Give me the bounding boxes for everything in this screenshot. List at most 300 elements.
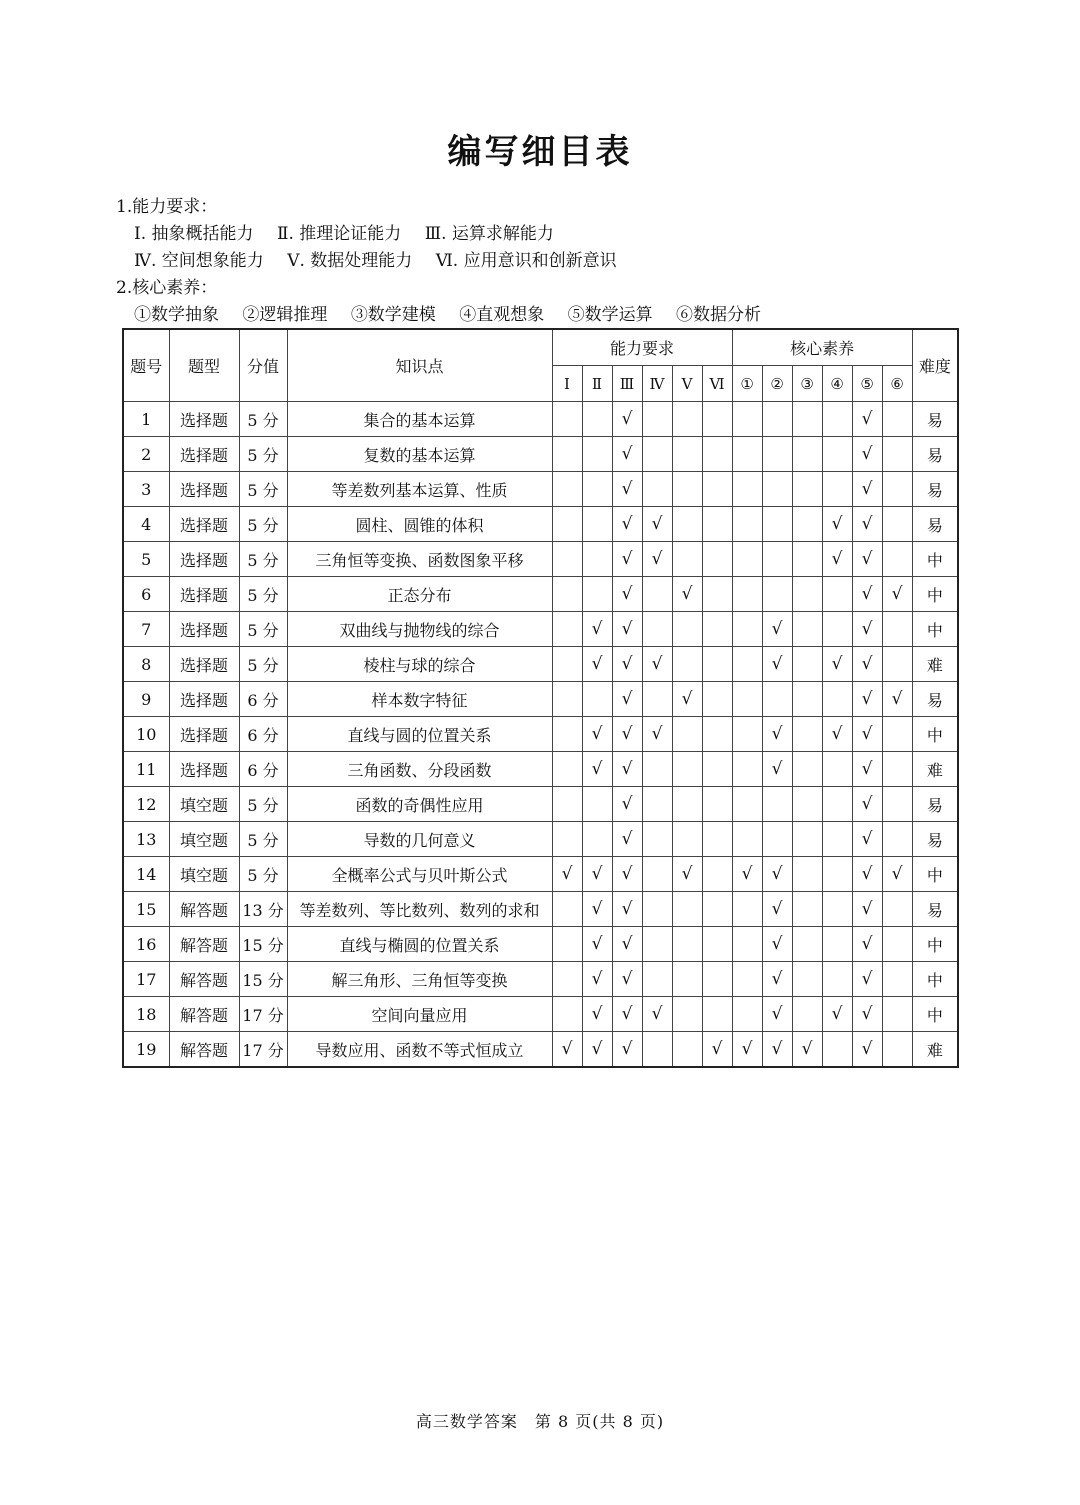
cell-num: 1 bbox=[123, 402, 169, 437]
literacy-cell bbox=[882, 507, 912, 542]
header-literacy-col: ① bbox=[732, 366, 762, 402]
literacy-cell bbox=[732, 717, 762, 752]
ability-check-mark: √ bbox=[582, 962, 612, 997]
cell-difficulty: 中 bbox=[912, 927, 958, 962]
cell-type: 填空题 bbox=[169, 787, 239, 822]
header-ability-col: Ⅱ bbox=[582, 366, 612, 402]
literacy-cell bbox=[822, 402, 852, 437]
ability-check-mark: √ bbox=[612, 402, 642, 437]
literacy-item: ⑤数学运算 bbox=[567, 305, 653, 325]
cell-num: 16 bbox=[123, 927, 169, 962]
ability-cell bbox=[582, 822, 612, 857]
literacy-cell bbox=[732, 472, 762, 507]
ability-item: Ⅱ. 推理论证能力 bbox=[276, 224, 402, 244]
ability-cell bbox=[702, 752, 732, 787]
literacy-check-mark: √ bbox=[762, 717, 792, 752]
header-ability-col: Ⅳ bbox=[642, 366, 672, 402]
ability-cell bbox=[642, 962, 672, 997]
ability-check-mark: √ bbox=[642, 997, 672, 1032]
ability-cell bbox=[552, 962, 582, 997]
literacy-cell bbox=[822, 787, 852, 822]
header-ability-group: 能力要求 bbox=[552, 329, 732, 366]
ability-check-mark: √ bbox=[582, 1032, 612, 1068]
cell-score: 13 分 bbox=[239, 892, 287, 927]
cell-difficulty: 中 bbox=[912, 577, 958, 612]
ability-cell bbox=[642, 892, 672, 927]
literacy-item: ④直观想象 bbox=[459, 305, 545, 325]
cell-score: 5 分 bbox=[239, 472, 287, 507]
ability-cell bbox=[672, 962, 702, 997]
cell-type: 选择题 bbox=[169, 717, 239, 752]
cell-score: 6 分 bbox=[239, 682, 287, 717]
ability-cell bbox=[582, 682, 612, 717]
header-literacy-col: ⑥ bbox=[882, 366, 912, 402]
literacy-check-mark: √ bbox=[822, 507, 852, 542]
ability-check-mark: √ bbox=[612, 962, 642, 997]
cell-difficulty: 中 bbox=[912, 997, 958, 1032]
cell-difficulty: 难 bbox=[912, 752, 958, 787]
cell-score: 5 分 bbox=[239, 787, 287, 822]
cell-num: 19 bbox=[123, 1032, 169, 1068]
ability-cell bbox=[552, 437, 582, 472]
ability-cell bbox=[702, 507, 732, 542]
literacy-check-mark: √ bbox=[852, 717, 882, 752]
literacy-cell bbox=[822, 472, 852, 507]
document-title: 编写细目表 bbox=[447, 132, 633, 172]
ability-cell bbox=[672, 892, 702, 927]
table-row bbox=[123, 612, 958, 647]
literacy-cell bbox=[762, 682, 792, 717]
header-literacy-col: ⑤ bbox=[852, 366, 882, 402]
ability-check-mark: √ bbox=[582, 997, 612, 1032]
literacy-cell bbox=[882, 752, 912, 787]
header-ability-col: Ⅰ bbox=[552, 366, 582, 402]
header-difficulty: 难度 bbox=[912, 329, 958, 402]
table-row bbox=[123, 647, 958, 682]
cell-num: 11 bbox=[123, 752, 169, 787]
literacy-cell bbox=[792, 437, 822, 472]
cell-num: 17 bbox=[123, 962, 169, 997]
ability-check-mark: √ bbox=[642, 717, 672, 752]
cell-topic: 复数的基本运算 bbox=[287, 437, 552, 472]
cell-num: 8 bbox=[123, 647, 169, 682]
literacy-check-mark: √ bbox=[732, 1032, 762, 1068]
literacy-check-mark: √ bbox=[762, 962, 792, 997]
ability-cell bbox=[702, 437, 732, 472]
ability-check-mark: √ bbox=[612, 752, 642, 787]
literacy-check-mark: √ bbox=[732, 857, 762, 892]
literacy-check-mark: √ bbox=[762, 892, 792, 927]
cell-type: 选择题 bbox=[169, 507, 239, 542]
ability-cell bbox=[582, 437, 612, 472]
ability-cell bbox=[642, 577, 672, 612]
cell-type: 解答题 bbox=[169, 962, 239, 997]
literacy-cell bbox=[762, 402, 792, 437]
literacy-cell bbox=[732, 682, 762, 717]
ability-cell bbox=[642, 1032, 672, 1068]
ability-check-mark: √ bbox=[702, 1032, 732, 1068]
ability-check-mark: √ bbox=[552, 857, 582, 892]
cell-topic: 三角恒等变换、函数图象平移 bbox=[287, 542, 552, 577]
cell-score: 5 分 bbox=[239, 857, 287, 892]
ability-cell bbox=[672, 1032, 702, 1068]
ability-cell bbox=[702, 787, 732, 822]
cell-type: 选择题 bbox=[169, 647, 239, 682]
ability-cell bbox=[552, 752, 582, 787]
ability-check-mark: √ bbox=[612, 717, 642, 752]
cell-score: 5 分 bbox=[239, 822, 287, 857]
ability-check-mark: √ bbox=[582, 612, 612, 647]
literacy-check-mark: √ bbox=[852, 787, 882, 822]
literacy-check-mark: √ bbox=[852, 752, 882, 787]
ability-cell bbox=[702, 997, 732, 1032]
cell-type: 解答题 bbox=[169, 1032, 239, 1068]
header-literacy-col: ④ bbox=[822, 366, 852, 402]
literacy-check-mark: √ bbox=[852, 577, 882, 612]
cell-score: 15 分 bbox=[239, 927, 287, 962]
literacy-check-mark: √ bbox=[852, 997, 882, 1032]
literacy-cell bbox=[882, 472, 912, 507]
ability-cell bbox=[582, 402, 612, 437]
literacy-item: ①数学抽象 bbox=[134, 305, 219, 325]
literacy-cell bbox=[792, 787, 822, 822]
ability-check-mark: √ bbox=[582, 892, 612, 927]
header-literacy-col: ③ bbox=[792, 366, 822, 402]
cell-type: 解答题 bbox=[169, 927, 239, 962]
cell-difficulty: 难 bbox=[912, 1032, 958, 1068]
ability-list-line-1 bbox=[134, 219, 572, 244]
literacy-cell bbox=[792, 647, 822, 682]
ability-check-mark: √ bbox=[642, 542, 672, 577]
ability-cell bbox=[642, 927, 672, 962]
ability-cell bbox=[672, 542, 702, 577]
ability-check-mark: √ bbox=[582, 752, 612, 787]
cell-score: 5 分 bbox=[239, 542, 287, 577]
literacy-cell bbox=[792, 717, 822, 752]
ability-cell bbox=[702, 857, 732, 892]
literacy-cell bbox=[732, 752, 762, 787]
literacy-check-mark: √ bbox=[822, 542, 852, 577]
ability-cell bbox=[552, 927, 582, 962]
ability-cell bbox=[702, 682, 732, 717]
ability-check-mark: √ bbox=[612, 577, 642, 612]
cell-type: 选择题 bbox=[169, 402, 239, 437]
cell-type: 填空题 bbox=[169, 857, 239, 892]
cell-topic: 导数的几何意义 bbox=[287, 822, 552, 857]
literacy-cell bbox=[732, 822, 762, 857]
literacy-check-mark: √ bbox=[852, 892, 882, 927]
literacy-cell bbox=[792, 577, 822, 612]
header-literacy-col: ② bbox=[762, 366, 792, 402]
table-row bbox=[123, 682, 958, 717]
table-body bbox=[123, 402, 958, 1068]
cell-num: 13 bbox=[123, 822, 169, 857]
literacy-check-mark: √ bbox=[882, 682, 912, 717]
literacy-check-mark: √ bbox=[852, 962, 882, 997]
ability-cell bbox=[582, 577, 612, 612]
cell-num: 12 bbox=[123, 787, 169, 822]
literacy-cell bbox=[792, 927, 822, 962]
literacy-cell bbox=[732, 542, 762, 577]
literacy-cell bbox=[882, 542, 912, 577]
literacy-cell bbox=[762, 472, 792, 507]
cell-difficulty: 易 bbox=[912, 507, 958, 542]
table-row bbox=[123, 577, 958, 612]
ability-check-mark: √ bbox=[672, 682, 702, 717]
table-row bbox=[123, 997, 958, 1032]
ability-cell bbox=[702, 647, 732, 682]
cell-score: 5 分 bbox=[239, 577, 287, 612]
literacy-cell bbox=[822, 577, 852, 612]
cell-difficulty: 中 bbox=[912, 717, 958, 752]
literacy-check-mark: √ bbox=[852, 857, 882, 892]
ability-cell bbox=[672, 752, 702, 787]
ability-item: Ⅵ. 应用意识和创新意识 bbox=[435, 251, 617, 271]
header-topic: 知识点 bbox=[287, 329, 552, 402]
spec-table bbox=[122, 328, 959, 1068]
ability-cell bbox=[642, 402, 672, 437]
cell-type: 选择题 bbox=[169, 752, 239, 787]
literacy-cell bbox=[882, 787, 912, 822]
ability-cell bbox=[702, 577, 732, 612]
ability-check-mark: √ bbox=[612, 1032, 642, 1068]
cell-type: 解答题 bbox=[169, 892, 239, 927]
ability-cell bbox=[552, 472, 582, 507]
literacy-check-mark: √ bbox=[852, 647, 882, 682]
cell-topic: 三角函数、分段函数 bbox=[287, 752, 552, 787]
cell-score: 17 分 bbox=[239, 1032, 287, 1068]
ability-cell bbox=[552, 402, 582, 437]
literacy-cell bbox=[792, 542, 822, 577]
literacy-cell bbox=[762, 542, 792, 577]
cell-num: 15 bbox=[123, 892, 169, 927]
ability-cell bbox=[552, 997, 582, 1032]
cell-type: 解答题 bbox=[169, 997, 239, 1032]
ability-check-mark: √ bbox=[642, 647, 672, 682]
literacy-cell bbox=[732, 892, 762, 927]
literacy-check-mark: √ bbox=[762, 752, 792, 787]
ability-list-line-2 bbox=[134, 246, 635, 271]
literacy-check-mark: √ bbox=[852, 682, 882, 717]
ability-cell bbox=[582, 542, 612, 577]
literacy-check-mark: √ bbox=[762, 927, 792, 962]
table-row bbox=[123, 927, 958, 962]
cell-topic: 集合的基本运算 bbox=[287, 402, 552, 437]
ability-cell bbox=[642, 857, 672, 892]
literacy-check-mark: √ bbox=[822, 997, 852, 1032]
cell-difficulty: 难 bbox=[912, 647, 958, 682]
literacy-cell bbox=[762, 437, 792, 472]
page-footer: 高三数学答案 第 8 页(共 8 页) bbox=[415, 1412, 665, 1431]
ability-cell bbox=[672, 472, 702, 507]
literacy-cell bbox=[882, 647, 912, 682]
literacy-item: ⑥数据分析 bbox=[676, 305, 762, 325]
cell-score: 6 分 bbox=[239, 717, 287, 752]
literacy-cell bbox=[882, 997, 912, 1032]
cell-score: 5 分 bbox=[239, 437, 287, 472]
ability-check-mark: √ bbox=[612, 927, 642, 962]
literacy-item: ②逻辑推理 bbox=[242, 305, 328, 325]
ability-check-mark: √ bbox=[612, 472, 642, 507]
cell-difficulty: 易 bbox=[912, 787, 958, 822]
cell-num: 3 bbox=[123, 472, 169, 507]
ability-cell bbox=[552, 822, 582, 857]
table-row bbox=[123, 507, 958, 542]
literacy-cell bbox=[792, 752, 822, 787]
literacy-cell bbox=[882, 402, 912, 437]
cell-num: 6 bbox=[123, 577, 169, 612]
literacy-cell bbox=[882, 822, 912, 857]
cell-score: 5 分 bbox=[239, 612, 287, 647]
literacy-cell bbox=[882, 437, 912, 472]
ability-cell bbox=[552, 542, 582, 577]
cell-type: 选择题 bbox=[169, 437, 239, 472]
ability-cell bbox=[552, 717, 582, 752]
literacy-cell bbox=[732, 787, 762, 822]
cell-difficulty: 易 bbox=[912, 682, 958, 717]
literacy-cell bbox=[822, 927, 852, 962]
literacy-cell bbox=[792, 682, 822, 717]
ability-cell bbox=[702, 612, 732, 647]
cell-num: 14 bbox=[123, 857, 169, 892]
ability-check-mark: √ bbox=[642, 507, 672, 542]
ability-cell bbox=[642, 752, 672, 787]
ability-item: Ⅰ. 抽象概括能力 bbox=[134, 224, 254, 244]
cell-score: 5 分 bbox=[239, 507, 287, 542]
cell-topic: 导数应用、函数不等式恒成立 bbox=[287, 1032, 552, 1068]
cell-type: 填空题 bbox=[169, 822, 239, 857]
literacy-check-mark: √ bbox=[792, 1032, 822, 1068]
cell-num: 9 bbox=[123, 682, 169, 717]
cell-topic: 函数的奇偶性应用 bbox=[287, 787, 552, 822]
ability-check-mark: √ bbox=[612, 787, 642, 822]
ability-cell bbox=[642, 472, 672, 507]
literacy-cell bbox=[732, 962, 762, 997]
table-row bbox=[123, 1032, 958, 1068]
ability-check-mark: √ bbox=[612, 612, 642, 647]
cell-score: 5 分 bbox=[239, 647, 287, 682]
ability-check-mark: √ bbox=[612, 857, 642, 892]
cell-difficulty: 易 bbox=[912, 402, 958, 437]
literacy-cell bbox=[732, 507, 762, 542]
cell-topic: 等差数列基本运算、性质 bbox=[287, 472, 552, 507]
literacy-check-mark: √ bbox=[822, 717, 852, 752]
ability-cell bbox=[552, 577, 582, 612]
ability-cell bbox=[672, 787, 702, 822]
ability-cell bbox=[672, 402, 702, 437]
literacy-check-mark: √ bbox=[762, 1032, 792, 1068]
header-ability-col: Ⅲ bbox=[612, 366, 642, 402]
cell-num: 18 bbox=[123, 997, 169, 1032]
ability-cell bbox=[552, 507, 582, 542]
ability-cell bbox=[672, 507, 702, 542]
literacy-cell bbox=[792, 892, 822, 927]
literacy-check-mark: √ bbox=[852, 822, 882, 857]
ability-cell bbox=[672, 647, 702, 682]
cell-topic: 解三角形、三角恒等变换 bbox=[287, 962, 552, 997]
ability-check-mark: √ bbox=[582, 717, 612, 752]
ability-cell bbox=[642, 612, 672, 647]
header-num: 题号 bbox=[123, 329, 169, 402]
ability-check-mark: √ bbox=[582, 857, 612, 892]
cell-num: 4 bbox=[123, 507, 169, 542]
ability-cell bbox=[642, 787, 672, 822]
ability-item: Ⅴ. 数据处理能力 bbox=[287, 251, 413, 271]
ability-cell bbox=[552, 612, 582, 647]
table-row bbox=[123, 717, 958, 752]
ability-cell bbox=[672, 927, 702, 962]
ability-cell bbox=[702, 892, 732, 927]
literacy-cell bbox=[732, 577, 762, 612]
ability-cell bbox=[672, 437, 702, 472]
ability-cell bbox=[582, 472, 612, 507]
ability-cell bbox=[552, 647, 582, 682]
literacy-check-mark: √ bbox=[852, 542, 882, 577]
literacy-heading: 2.核心素养： bbox=[116, 278, 218, 298]
ability-heading: 1.能力要求： bbox=[116, 197, 218, 217]
literacy-check-mark: √ bbox=[852, 437, 882, 472]
cell-type: 选择题 bbox=[169, 577, 239, 612]
ability-cell bbox=[702, 717, 732, 752]
literacy-cell bbox=[822, 857, 852, 892]
literacy-check-mark: √ bbox=[852, 927, 882, 962]
cell-topic: 样本数字特征 bbox=[287, 682, 552, 717]
ability-cell bbox=[582, 507, 612, 542]
literacy-cell bbox=[762, 577, 792, 612]
ability-cell bbox=[582, 787, 612, 822]
literacy-cell bbox=[792, 857, 822, 892]
ability-check-mark: √ bbox=[582, 647, 612, 682]
header-literacy-group: 核心素养 bbox=[732, 329, 912, 366]
literacy-check-mark: √ bbox=[762, 612, 792, 647]
literacy-check-mark: √ bbox=[762, 857, 792, 892]
cell-num: 10 bbox=[123, 717, 169, 752]
cell-num: 7 bbox=[123, 612, 169, 647]
ability-cell bbox=[642, 682, 672, 717]
cell-type: 选择题 bbox=[169, 682, 239, 717]
cell-difficulty: 易 bbox=[912, 892, 958, 927]
literacy-check-mark: √ bbox=[852, 472, 882, 507]
table-row bbox=[123, 437, 958, 472]
ability-cell bbox=[702, 962, 732, 997]
literacy-check-mark: √ bbox=[882, 857, 912, 892]
literacy-cell bbox=[792, 997, 822, 1032]
ability-cell bbox=[672, 822, 702, 857]
cell-topic: 全概率公式与贝叶斯公式 bbox=[287, 857, 552, 892]
header-ability-col: Ⅵ bbox=[702, 366, 732, 402]
literacy-cell bbox=[732, 437, 762, 472]
literacy-cell bbox=[822, 962, 852, 997]
table-row bbox=[123, 822, 958, 857]
ability-cell bbox=[672, 997, 702, 1032]
ability-cell bbox=[702, 472, 732, 507]
literacy-cell bbox=[822, 1032, 852, 1068]
cell-score: 17 分 bbox=[239, 997, 287, 1032]
ability-check-mark: √ bbox=[612, 822, 642, 857]
ability-check-mark: √ bbox=[612, 507, 642, 542]
cell-topic: 直线与椭圆的位置关系 bbox=[287, 927, 552, 962]
ability-cell bbox=[552, 682, 582, 717]
header-ability-col: Ⅴ bbox=[672, 366, 702, 402]
literacy-cell bbox=[822, 437, 852, 472]
ability-check-mark: √ bbox=[612, 682, 642, 717]
literacy-cell bbox=[732, 927, 762, 962]
literacy-check-mark: √ bbox=[822, 647, 852, 682]
literacy-cell bbox=[732, 997, 762, 1032]
cell-score: 6 分 bbox=[239, 752, 287, 787]
literacy-cell bbox=[822, 752, 852, 787]
table-row bbox=[123, 962, 958, 997]
